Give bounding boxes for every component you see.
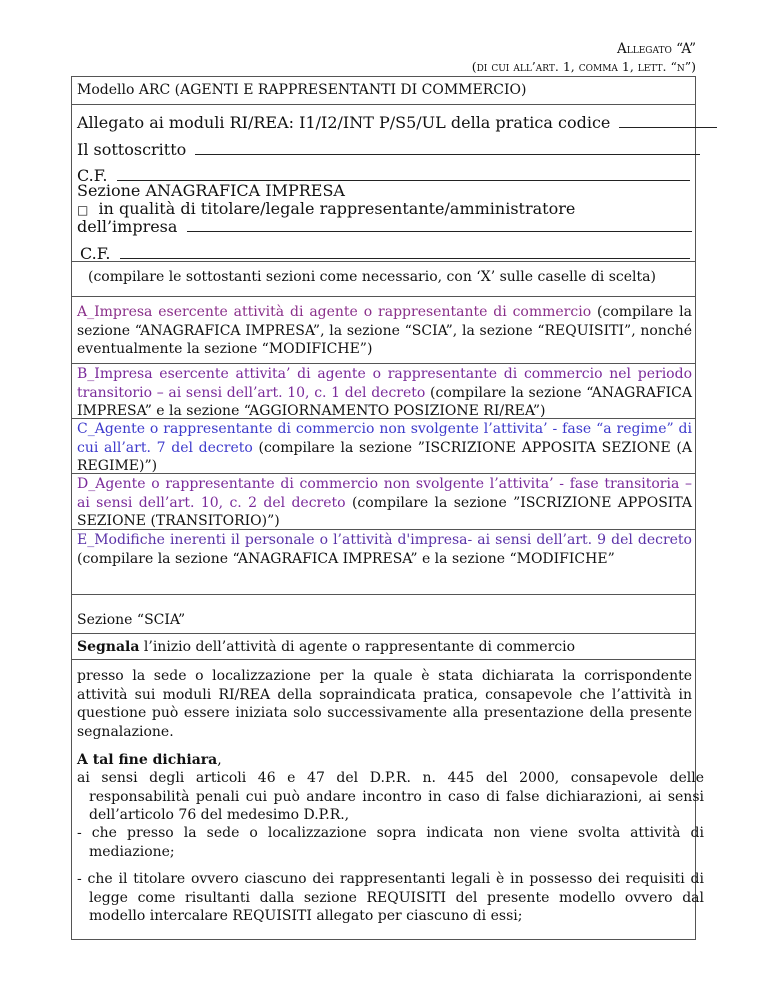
dichiara-bold: A tal fine dichiara <box>77 752 218 768</box>
sottoscritto-row <box>77 140 700 159</box>
dichiara-comma: , <box>217 752 222 768</box>
option-d[interactable] <box>77 475 692 531</box>
allegato-moduli-row <box>77 113 717 132</box>
allegato-text: Allegato “A” <box>617 41 696 57</box>
scia-title: Sezione “SCIA” <box>77 612 186 628</box>
option-b[interactable] <box>77 365 692 421</box>
impresa-field[interactable] <box>187 218 692 232</box>
sottoscritto-label: Il sottoscritto <box>77 140 187 159</box>
impresa-label: dell’impresa <box>77 217 178 236</box>
segnala-rest: l’inizio dell’attività di agente o rappresentante di commercio <box>139 639 576 655</box>
checkbox-qualita[interactable]: □ <box>77 203 89 217</box>
form-frame <box>71 76 704 940</box>
cf-label: C.F. <box>77 166 108 185</box>
riferimento-text: (di cui all’art. 1, comma 1, lett. “n”) <box>471 59 696 74</box>
cf2-field[interactable] <box>120 245 690 259</box>
punto-2: - che il titolare ovvero ciascuno dei rappresentanti legali è in possesso dei requisiti di legge come risultanti dalla sezione REQUISITI del presente modello ovvero dal modello intercalare REQUISITI allegato per ciascuno di essi; <box>77 871 704 924</box>
segnala-bold: Segnala <box>77 639 140 655</box>
option-e-rest: (compilare la sezione “ANAGRAFICA IMPRESA” e la sezione “MODIFICHE” <box>77 550 615 567</box>
cf2-label: C.F. <box>80 244 111 263</box>
cf-field[interactable] <box>117 167 690 181</box>
option-d-lead: D_Agente o rappresentante di commercio non svolgente l’attivita’ - fase transitoria – ai sensi dell’art. 10, c. 2 del decreto <box>77 476 692 511</box>
allegato-moduli-label: Allegato ai moduli RI/REA: I1/I2/INT P/S5/UL della pratica codice <box>77 113 611 132</box>
option-c-rest: (compilare la sezione ”ISCRIZIONE APPOSITA SEZIONE (A REGIME)”) <box>77 439 692 474</box>
option-b-lead: B_Impresa esercente attivita’ di agente o rappresentante di commercio nel periodo transitorio – ai sensi dell’art. 10, c. 1 del decreto <box>77 366 692 401</box>
option-b-rest: (compilare la sezione “ANAGRAFICA IMPRESA” e la sezione “AGGIORNAMENTO POSIZIONE RI/REA”) <box>77 384 692 419</box>
punto-1: - che presso la sede o localizzazione sopra indicata non viene svolta attività di mediazione; <box>77 825 704 860</box>
compilazione-note: (compilare le sottostanti sezioni come necessario, con ‘X’ sulle caselle di scelta) <box>88 269 656 285</box>
option-c-lead: C_Agente o rappresentante di commercio non svolgente l’attivita’ - fase “a regime” di cui all’art. 7 del decreto <box>77 421 692 456</box>
riferimento-label <box>472 58 696 76</box>
option-a[interactable] <box>77 303 692 359</box>
allegato-label <box>617 40 696 58</box>
option-e-lead: E_Modifiche inerenti il personale o l’attività d'impresa- ai sensi dell’art. 9 del decreto <box>77 532 692 548</box>
pratica-codice-field[interactable] <box>619 114 717 128</box>
dichiara-line <box>77 751 692 770</box>
option-c[interactable] <box>77 420 692 476</box>
segnala-line <box>77 638 692 657</box>
presso-paragraph: presso la sede o localizzazione per la quale è stata dichiarata la corrispondente attività sui moduli RI/REA della sopraindicata pratica, consapevole che l’attività in questione può essere iniziata solo successivamente alla presentazione della presente segnalazione. <box>77 668 692 740</box>
option-e[interactable] <box>77 531 692 568</box>
modello-title: Modello ARC (AGENTI E RAPPRESENTANTI DI COMMERCIO) <box>72 77 695 105</box>
ai-sensi-paragraph: ai sensi degli articoli 46 e 47 del D.P.R. n. 445 del 2000, consapevole delle responsabilità penali cui può andare incontro in caso di false dichiarazioni, ai sensi dell’articolo 76 del medesimo D.P.R., <box>77 770 704 823</box>
option-a-lead: A_Impresa esercente attività di agente o rappresentante di commercio <box>77 304 592 320</box>
qualita-row <box>77 199 575 218</box>
qualita-label: in qualità di titolare/legale rappresentante/amministratore <box>98 199 576 218</box>
sezione-anagrafica-title: Sezione ANAGRAFICA IMPRESA <box>77 181 345 200</box>
impresa-row <box>77 217 692 236</box>
option-a-rest: (compilare la sezione “ANAGRAFICA IMPRESA”, la sezione “SCIA”, la sezione “REQUISITI”, nonché eventualmente la sezione “MODIFICHE”) <box>77 304 692 357</box>
sottoscritto-field[interactable] <box>195 141 700 155</box>
option-d-rest: (compilare la sezione ”ISCRIZIONE APPOSITA SEZIONE (TRANSITORIO)”) <box>77 494 693 529</box>
